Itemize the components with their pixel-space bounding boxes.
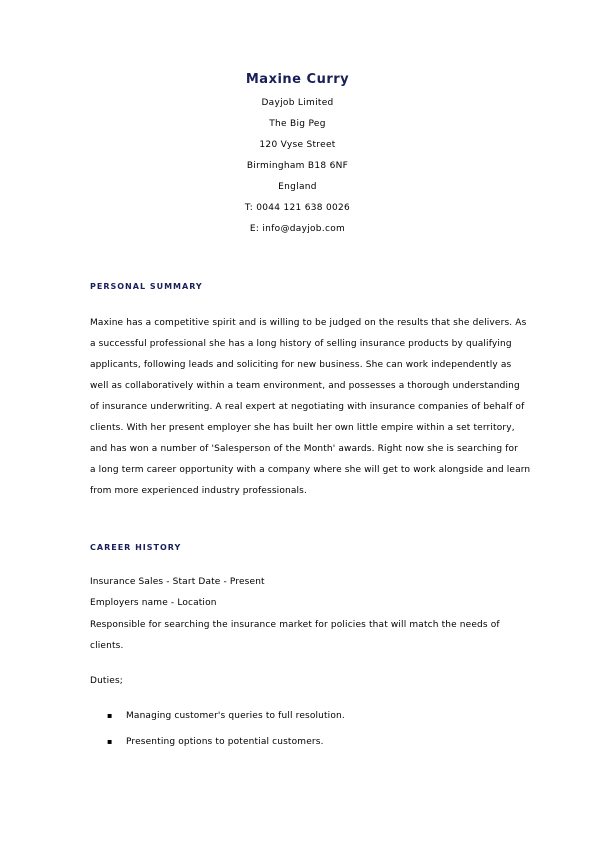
contact-email: E: info@dayjob.com bbox=[249, 224, 346, 234]
summary-line: applicants, following leads and soliciting for new business. She can work independently as bbox=[90, 360, 512, 370]
summary-line: and has won a number of 'Salesperson of the Month' awards. Right now she is searching for bbox=[90, 444, 519, 454]
summary-line: Maxine has a competitive spirit and is willing to be judged on the results that she delivers. As bbox=[90, 318, 527, 328]
career-history-heading: CAREER HISTORY bbox=[90, 543, 182, 552]
duties-label: Duties; bbox=[90, 676, 123, 686]
personal-summary-heading: PERSONAL SUMMARY bbox=[90, 282, 203, 291]
responsibility-line: clients. bbox=[90, 641, 124, 651]
summary-line: a successful professional she has a long history of selling insurance products by qualifying bbox=[90, 339, 512, 349]
summary-line: a long term career opportunity with a company where she will get to work alongside and learn bbox=[90, 465, 531, 475]
summary-line: well as collaboratively within a team environment, and possesses a thorough understanding bbox=[90, 381, 520, 391]
responsibility-line: Responsible for searching the insurance market for policies that will match the needs of bbox=[90, 620, 500, 630]
summary-line: from more experienced industry professionals. bbox=[90, 486, 307, 496]
summary-line: clients. With her present employer she has built her own little empire within a set territory, bbox=[90, 423, 515, 433]
summary-line: of insurance underwriting. A real expert at negotiating with insurance companies of behalf of bbox=[90, 402, 525, 412]
contact-company: Dayjob Limited bbox=[261, 98, 334, 108]
contact-address-line-2: 120 Vyse Street bbox=[259, 140, 336, 150]
candidate-name: Maxine Curry bbox=[245, 72, 350, 87]
contact-city-postcode: Birmingham B18 6NF bbox=[246, 161, 349, 171]
contact-telephone: T: 0044 121 638 0026 bbox=[244, 203, 351, 213]
employer-location: Employers name - Location bbox=[90, 598, 217, 608]
duty-item: Presenting options to potential customers. bbox=[126, 737, 324, 747]
job-title: Insurance Sales - Start Date - Present bbox=[90, 577, 265, 587]
duty-item: Managing customer's queries to full resolution. bbox=[126, 711, 345, 721]
contact-country: England bbox=[278, 182, 317, 192]
bullet-icon: ▪ bbox=[107, 711, 113, 720]
bullet-icon: ▪ bbox=[107, 737, 113, 746]
contact-address-line-1: The Big Peg bbox=[269, 119, 326, 129]
